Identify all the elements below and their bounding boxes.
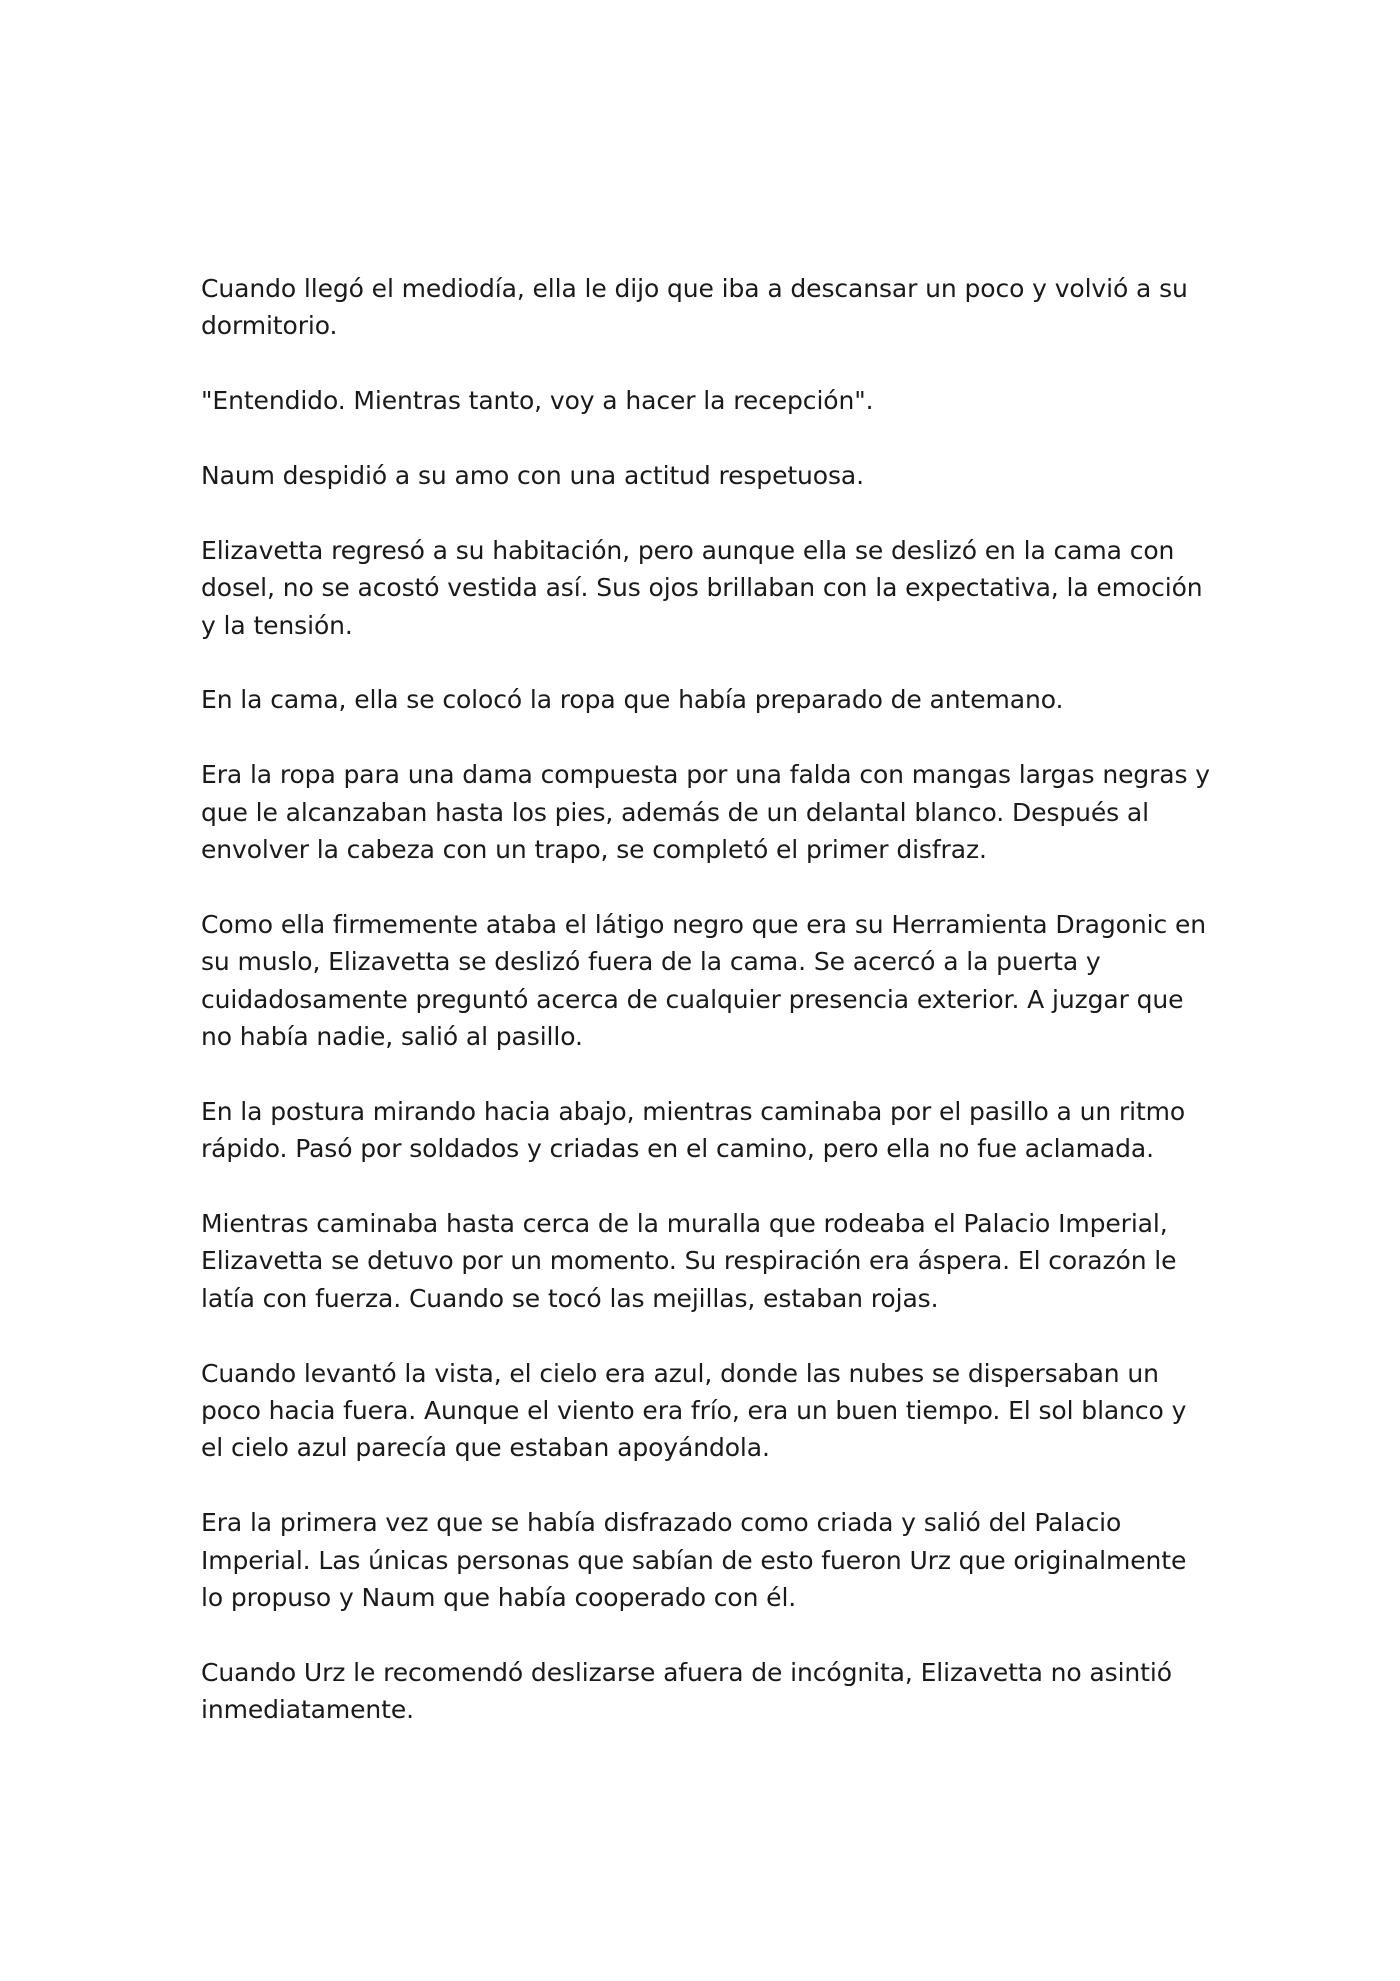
paragraph: Cuando levantó la vista, el cielo era azul, donde las nubes se dispersaban un poco hacia fuera. Aunque el viento era frío, era un buen tiempo. El sol blanco y el cielo azul parecía que estaban apoyándola. — [201, 1358, 1187, 1463]
paragraph: Era la ropa para una dama compuesta por una falda con mangas largas negras y que le alcanzaban hasta los pies, además de un delantal blanco. Después al envolver la cabeza con un trapo, se completó el primer disfraz. — [201, 760, 1210, 865]
paragraph: Cuando llegó el mediodía, ella le dijo que iba a descansar un poco y volvió a su dormitorio. — [201, 274, 1188, 341]
paragraph: En la cama, ella se colocó la ropa que había preparado de antemano. — [201, 685, 1064, 715]
paragraph: Mientras caminaba hasta cerca de la muralla que rodeaba el Palacio Imperial, Elizavetta se detuvo por un momento. Su respiración era áspera. El corazón le latía con fuerza. Cuando se tocó las mejillas, estaban rojas. — [201, 1209, 1177, 1313]
paragraph: Como ella firmemente ataba el látigo negro que era su Herramienta Dragonic en su muslo, Elizavetta se deslizó fuera de la cama. Se acercó a la puerta y cuidadosamente preguntó acerca de cualquier presencia exterior. A juzgar que no había nadie, salió al pasillo. — [201, 909, 1206, 1052]
paragraph: Cuando Urz le recomendó deslizarse afuera de incógnita, Elizavetta no asintió inmediatamente. — [201, 1657, 1172, 1725]
body-text — [201, 270, 1211, 1766]
paragraph: En la postura mirando hacia abajo, mientras caminaba por el pasillo a un ritmo rápido. Pasó por soldados y criadas en el camino, pero ella no fue aclamada. — [201, 1096, 1186, 1164]
paragraph: Era la primera vez que se había disfrazado como criada y salió del Palacio Imperial. Las únicas personas que sabían de esto fueron Urz que originalmente lo propuso y Naum que había cooperado con él. — [201, 1508, 1187, 1613]
paragraph: Elizavetta regresó a su habitación, pero aunque ella se deslizó en la cama con dosel, no se acostó vestida así. Sus ojos brillaban con la expectativa, la emoción y la tensión. — [201, 535, 1203, 640]
paragraph: Naum despidió a su amo con una actitud respetuosa. — [201, 461, 864, 490]
paragraph: "Entendido. Mientras tanto, voy a hacer la recepción". — [201, 386, 874, 416]
